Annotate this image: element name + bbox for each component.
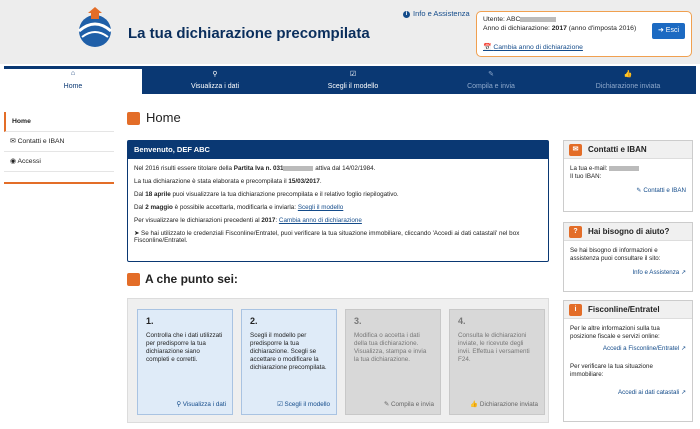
step-1-desc: Controlla che i dati utilizzati per predisporre la tua dichiarazione siano completi e corretti. (146, 332, 223, 363)
user-line (483, 16, 556, 23)
page-title: Home (146, 110, 181, 125)
step-2-action[interactable] (277, 401, 330, 408)
logout-label[interactable]: Esci (665, 27, 680, 34)
step-2 (241, 309, 337, 415)
p5c: : (275, 217, 279, 224)
year-prefix: Anno di dichiarazione: (483, 25, 552, 32)
tab-scegli-label[interactable]: Scegli il modello (327, 83, 379, 90)
tab-inviata-label: Dichiarazione inviata (595, 83, 661, 90)
help-text: Se hai bisogno di informazioni e assistenza puoi consultare il sito: (570, 247, 661, 262)
step-4-action-label: Dichiarazione inviata (479, 401, 538, 408)
progress-steps (127, 298, 549, 423)
welcome-p6 (134, 230, 548, 244)
p3b: 18 aprile (145, 191, 171, 198)
step-4 (449, 309, 545, 415)
checkbox-icon: ☑ (277, 401, 283, 408)
sidebar-item-accessi[interactable] (4, 152, 114, 172)
tab-home-label[interactable]: Home (63, 83, 83, 90)
p5b: 2017 (261, 217, 276, 224)
year-line (483, 25, 636, 32)
envelope-icon: ✉ (10, 138, 16, 145)
contacts-title: Contatti e IBAN (588, 145, 647, 154)
contacts-link-label[interactable]: Contatti e IBAN (643, 187, 686, 194)
home-title-icon (127, 112, 140, 125)
p4b: 2 maggio (145, 204, 173, 211)
step-4-action (470, 400, 538, 408)
info-link[interactable] (403, 9, 470, 18)
step-2-desc: Scegli il modello per predisporre la tua dichiarazione. Scegli se accettare o modificare la dichiarazione precompilata. (250, 332, 327, 371)
tab-visualizza[interactable] (146, 66, 284, 94)
p3a: Dal (134, 191, 146, 198)
progress-heading (127, 272, 238, 286)
tab-compila (422, 66, 560, 94)
step-1 (137, 309, 233, 415)
main-nav (4, 66, 696, 94)
sidebar-contatti-label[interactable]: Contatti e IBAN (17, 138, 65, 145)
user-box (476, 11, 692, 57)
welcome-card (127, 140, 549, 262)
step-4-num: 4. (458, 316, 466, 326)
year-suffix: (anno d'imposta 2016) (566, 25, 637, 32)
fisco-text-1: Per le altre informazioni sulla tua posizione fiscale e servizi online: (570, 325, 660, 340)
sidebar-divider (4, 182, 114, 184)
catasto-link[interactable] (618, 389, 686, 396)
map-pin-icon (127, 273, 140, 286)
checkbox-icon: ☑ (349, 71, 357, 78)
help-body (564, 241, 692, 283)
p2c: . (319, 178, 322, 185)
step-3 (345, 309, 441, 415)
change-year-link[interactable]: 📅 Cambia anno di dichiarazione (483, 44, 583, 51)
help-box (563, 222, 693, 292)
step-3-action-label: Compila e invia (390, 401, 434, 408)
tab-visualizza-label[interactable]: Visualizza i dati (190, 83, 240, 90)
p6: Se hai utilizzato le credenziali Fisconline/Entratel, puoi verificare la tua situazione immobiliare, cliccando 'Accedi ai dati catastali' nel box Fisconline/Entratel. (134, 230, 520, 244)
step-3-desc: Modifica o accetta i dati della tua dichiarazione. Visualizza, stampa e invia la tua dichiarazione. (354, 332, 427, 363)
help-link-label[interactable]: Info e Assistenza (632, 269, 680, 276)
app-title: La tua dichiarazione precompilata (128, 25, 370, 42)
fisco-title: Fisconline/Entratel (588, 305, 660, 314)
change-year-label[interactable]: Cambia anno di dichiarazione (493, 44, 583, 51)
pencil-icon: ✎ (636, 187, 642, 194)
sidebar-accessi-label[interactable]: Accessi (17, 158, 41, 165)
p1c: attiva dal 14/02/1984. (313, 165, 376, 172)
info-icon: i (569, 304, 582, 316)
sidebar-home-label[interactable]: Home (12, 118, 31, 125)
logout-button[interactable]: ➜ Esci (652, 23, 685, 39)
fisconline-link[interactable] (603, 345, 686, 352)
pencil-icon: ✎ (383, 401, 390, 408)
envelope-icon: ✉ (569, 144, 582, 156)
welcome-p4 (134, 204, 548, 211)
step-3-num: 3. (354, 316, 362, 326)
external-link-icon: ↗ (680, 270, 686, 276)
step-4-desc: Consulta le dichiarazioni inviate, le ricevute degli invii. Effettua i versamenti F24. (458, 332, 530, 363)
thumbs-up-icon: 👍 (470, 401, 479, 408)
welcome-title: Benvenuto, DEF ABC (128, 141, 548, 159)
step-3-action (384, 401, 434, 408)
redacted-piva (283, 166, 313, 171)
tab-home[interactable] (4, 66, 142, 94)
tab-inviata (560, 66, 696, 94)
external-link-icon: ↗ (680, 346, 686, 352)
search-icon: ⚲ (176, 401, 181, 408)
p1a: Nel 2016 risulti essere titolare della (134, 165, 234, 172)
sidebar-item-home[interactable] (4, 112, 114, 132)
fisco-body (564, 319, 692, 403)
welcome-p2 (134, 178, 548, 185)
contacts-box (563, 140, 693, 212)
iban-label: Il tuo IBAN: (570, 173, 602, 180)
fisco-header (564, 301, 692, 319)
thumbs-up-icon: 👍 (623, 71, 633, 78)
contacts-header (564, 141, 692, 159)
redacted-id (520, 17, 556, 22)
user-label: Utente: ABC (483, 16, 521, 23)
p3c: puoi visualizzare la tua dichiarazione precompilata e il relativo foglio riepilogativo. (170, 191, 399, 198)
step-2-num: 2. (250, 316, 258, 326)
external-link-icon: ↗ (680, 390, 686, 396)
p2a: La tua dichiarazione è stata elaborata e precompilata il (134, 178, 289, 185)
pencil-icon: ✎ (488, 71, 494, 78)
search-icon: ⚲ (212, 71, 218, 78)
info-icon: i (403, 11, 410, 18)
sidebar-item-contatti[interactable] (4, 132, 114, 152)
step-1-action[interactable] (176, 401, 226, 408)
step-2-action-label[interactable]: Scegli il modello (284, 401, 330, 408)
fisco-text-2: Per verificare la tua situazione immobiliare: (570, 363, 653, 378)
welcome-p1 (134, 165, 548, 172)
welcome-p5 (134, 217, 548, 224)
year-value: 2017 (551, 25, 567, 32)
step-1-num: 1. (146, 316, 154, 326)
p4c: è possibile accettarla, modificarla e inviarla: (172, 204, 298, 211)
contacts-body (564, 159, 692, 201)
help-header (564, 223, 692, 241)
fisconline-link-label[interactable]: Accedi a Fisconline/Entratel (602, 345, 680, 352)
step-1-action-label[interactable]: Visualizza i dati (182, 401, 226, 408)
p5a: Per visualizzare le dichiarazioni precedenti al (134, 217, 262, 224)
cambia-anno-link[interactable]: Cambia anno di dichiarazione (278, 217, 362, 224)
welcome-p3 (134, 191, 548, 198)
p4a: Dal (134, 204, 146, 211)
p1b: Partita Iva n. 031 (233, 165, 284, 172)
eye-icon: ◉ (10, 158, 16, 165)
info-label[interactable]: Info e Assistenza (413, 9, 470, 18)
question-icon: ? (569, 226, 582, 238)
progress-title: A che punto sei: (145, 272, 238, 286)
redacted-email (609, 166, 639, 171)
agenzia-entrate-logo (72, 5, 118, 49)
email-line (570, 165, 686, 173)
help-link[interactable] (632, 269, 686, 276)
tab-compila-label: Compila e invia (467, 83, 515, 90)
catasto-link-label[interactable]: Accedi ai dati catastali (618, 389, 680, 396)
fisco-box (563, 300, 693, 422)
sidebar (4, 112, 114, 184)
help-title: Hai bisogno di aiuto? (588, 227, 670, 236)
email-label: La tua e-mail: (570, 165, 608, 172)
info-circle-icon: ➤ (134, 230, 140, 237)
home-icon: ⌂ (70, 70, 76, 77)
p2b: 15/03/2017 (288, 178, 320, 185)
scegli-modello-link[interactable]: Scegli il modello (297, 204, 344, 211)
tab-scegli[interactable] (284, 66, 422, 94)
app-header (0, 0, 700, 64)
contacts-link[interactable] (636, 187, 686, 194)
